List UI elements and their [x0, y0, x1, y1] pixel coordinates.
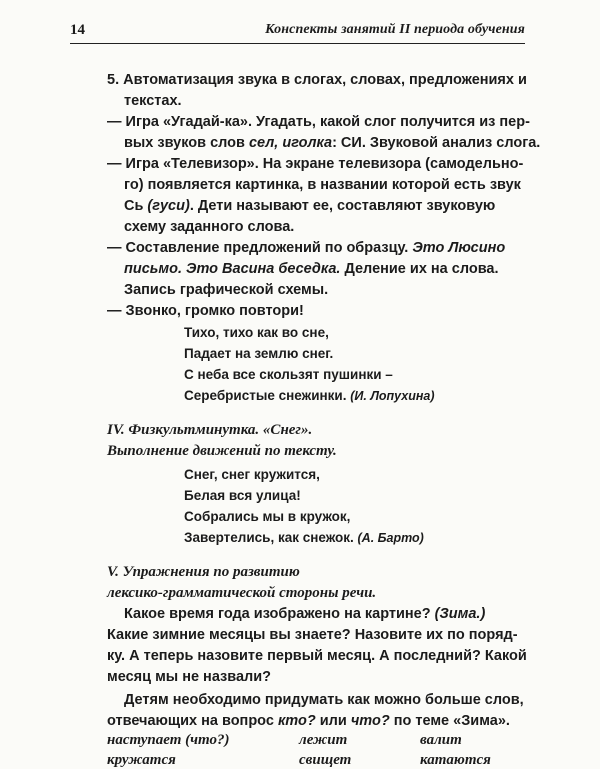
- poem1-line: С неба все скользят пушинки –: [184, 367, 393, 382]
- item1-line1: — Игра «Угадай-ка». Угадать, какой слог получится из пер-: [107, 114, 530, 130]
- word-row2-col1: кружатся: [107, 752, 176, 768]
- item4-line1: — Звонко, громко повтори!: [107, 303, 304, 319]
- section-v-title-line2: лексико-грамматической стороны речи.: [107, 585, 377, 601]
- section-v-title-line1: V. Упражнения по развитию: [107, 564, 300, 580]
- p2-line1: Детям необходимо придумать как можно больше слов,: [124, 692, 524, 708]
- word-row2-col2: свищет: [299, 752, 352, 768]
- poem2-line: Снег, снег кружится,: [184, 467, 320, 482]
- word-row1-col2: лежит: [299, 732, 348, 748]
- running-title: Конспекты занятий II периода обучения: [265, 22, 525, 37]
- section4-title-line1: IV. Физкультминутка. «Снег».: [107, 422, 313, 438]
- p1-answer: (Зима.): [434, 606, 486, 622]
- item2-line1: — Игра «Телевизор». На экране телевизора (самодельно-: [107, 156, 524, 172]
- section4-title-line2: Выполнение движений по тексту.: [107, 443, 337, 459]
- item2-word: (гуси): [147, 198, 190, 214]
- question-what: что?: [350, 713, 390, 729]
- item1-words: сел, иголка: [248, 135, 333, 151]
- item3-line2: письмо. Это Васина беседка. Деление их на слова.: [124, 261, 499, 277]
- item3-line1: — Составление предложений по образцу. Это Люсино: [107, 240, 506, 256]
- word-row1-col3: валит: [420, 732, 462, 748]
- word-row1-col1: наступает (что?): [107, 732, 230, 748]
- word-row2-col3: катаются: [420, 752, 491, 768]
- item3-line3: Запись графической схемы.: [124, 282, 329, 298]
- poem1-author: (И. Лопухина): [350, 389, 435, 403]
- poem2-last-line: Завертелись, как снежок. (А. Барто): [184, 530, 424, 545]
- poem2-author: (А. Барто): [357, 531, 424, 545]
- section5-title-line1: 5. Автоматизация звука в слогах, словах, предложениях и: [107, 72, 527, 88]
- page-header: [70, 21, 525, 44]
- p2-line2: отвечающих на вопрос кто? или что? по теме «Зима».: [107, 713, 510, 729]
- item3-example-1: Это Люсино: [412, 240, 506, 256]
- poem2-line: Белая вся улица!: [184, 488, 301, 503]
- page-number: 14: [70, 22, 85, 38]
- item3-example-2: письмо. Это Васина беседка.: [124, 261, 341, 277]
- poem2-line: Собрались мы в кружок,: [184, 509, 351, 524]
- poem1-line: Тихо, тихо как во сне,: [184, 325, 329, 340]
- item2-line4: схему заданного слова.: [124, 219, 295, 235]
- item1-line2: вых звуков слов сел, иголка: СИ. Звуковой анализ слога.: [124, 135, 541, 151]
- poem1-last-line: Серебристые снежинки. (И. Лопухина): [184, 388, 435, 403]
- p1-line2: Какие зимние месяцы вы знаете? Назовите их по поряд-: [107, 627, 518, 643]
- item2-line2: го) появляется картинка, в названии которой есть звук: [124, 177, 521, 193]
- p1-line3: ку. А теперь назовите первый месяц. А последний? Какой: [107, 648, 527, 664]
- item2-line3: Сь (гуси). Дети называют ее, составляют звуковую: [124, 198, 496, 214]
- p1-line4: месяц мы не назвали?: [107, 669, 272, 685]
- p1-line1: Какое время года изображено на картине? (Зима.): [124, 606, 486, 622]
- section5-title-line2: текстах.: [124, 93, 182, 109]
- question-who: кто?: [277, 713, 316, 729]
- poem1-line: Падает на землю снег.: [184, 346, 334, 361]
